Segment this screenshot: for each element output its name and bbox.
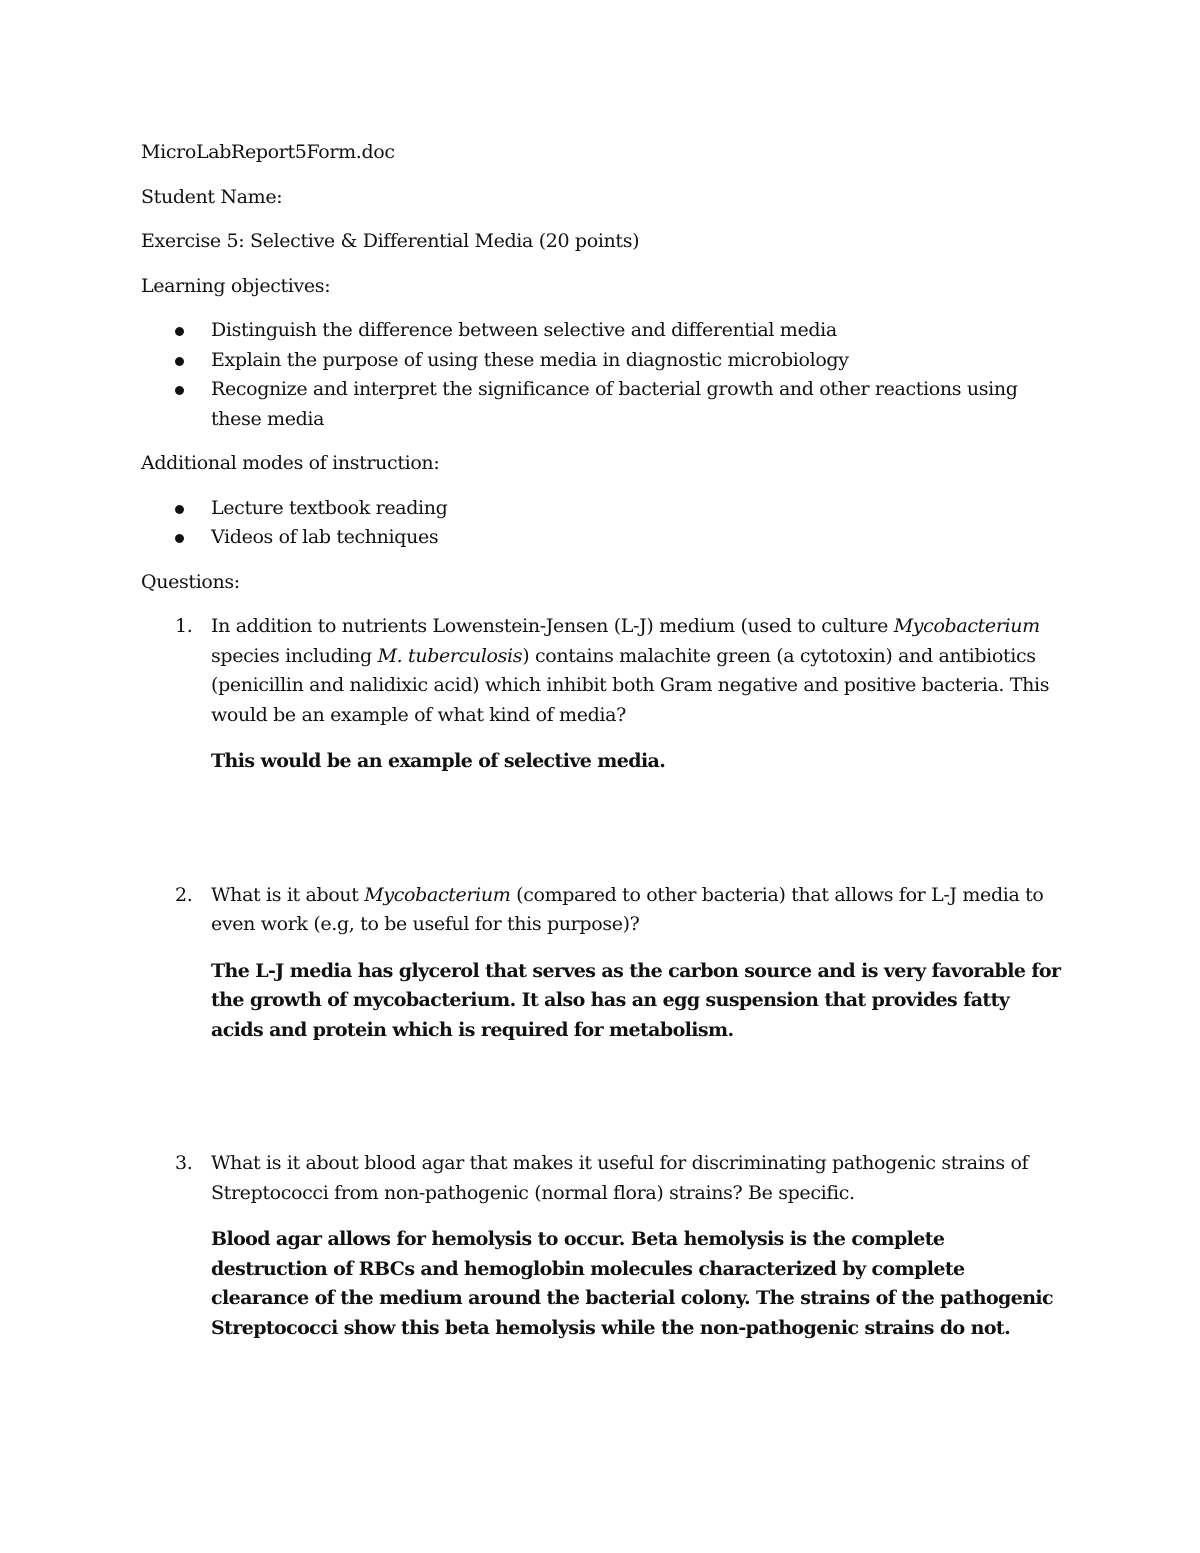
answer-text: Blood agar allows for hemolysis to occur. Beta hemolysis is the complete destruction of RBCs and hemoglobin molecules characterized by complete clearance of the medium around the bacterial colony. The strains of the pathogenic Streptococci show this beta hemolysis while the non-pathogenic strains do not. xyxy=(211,1228,1054,1339)
student-name-label: Student Name: xyxy=(141,185,283,208)
list-item xyxy=(141,346,1066,376)
answer-text: The L-J media has glycerol that serves as the carbon source and is very favorable for the growth of mycobacterium. It also has an egg suspension that provides fatty acids and protein which is required for metabolism. xyxy=(211,959,1061,1041)
list-item xyxy=(141,316,1066,346)
bullet-icon xyxy=(175,327,184,336)
list-item-text: Explain the purpose of using these media in diagnostic microbiology xyxy=(211,348,849,371)
document-body xyxy=(141,138,1066,1343)
bullet-icon xyxy=(175,505,184,514)
exercise-title: Exercise 5: Selective & Differential Media (20 points) xyxy=(141,230,640,252)
question-text-part: ) contains malachite green (a cytotoxin) and antibiotics (penicillin and nalidixic acid) which inhibit both Gram negative and positive bacteria. This would be an example of what kind of media? xyxy=(211,644,1050,726)
additional-modes-heading: Additional modes of instruction: xyxy=(141,452,440,474)
question-italic-term: Mycobacterium xyxy=(893,615,1040,637)
list-item xyxy=(141,375,1066,434)
bullet-icon xyxy=(175,357,184,366)
list-item-text: Lecture textbook reading xyxy=(211,496,448,519)
question-text: What is it about blood agar that makes it useful for discriminating pathogenic strains of Streptococci from non-pathogenic (normal flora) strains? Be specific. xyxy=(211,1152,1029,1204)
question-text xyxy=(211,612,1066,730)
question-text-part: In addition to nutrients Lowenstein-Jensen (L-J) medium (used to culture xyxy=(211,615,894,637)
question-text-part: species including xyxy=(211,644,378,667)
questions-list xyxy=(141,612,1066,1343)
list-item-text: Videos of lab techniques xyxy=(211,526,439,548)
question-text-part: What is it about xyxy=(211,883,365,906)
question-number: 2. xyxy=(175,883,193,906)
questions-heading: Questions: xyxy=(141,570,240,593)
list-item-text: Recognize and interpret the significance of bacterial growth and other reactions using these media xyxy=(211,378,1018,430)
list-item-text: Distinguish the difference between selective and differential media xyxy=(211,319,837,341)
learning-objectives-list xyxy=(141,316,1066,434)
question-italic-term: Mycobacterium xyxy=(364,883,511,906)
question-number: 3. xyxy=(175,1152,193,1174)
question-text xyxy=(211,881,1066,940)
bullet-icon xyxy=(175,386,184,395)
answer-text: This would be an example of selective media. xyxy=(211,750,666,772)
list-item xyxy=(141,494,1066,524)
question-2 xyxy=(141,881,1066,1046)
bullet-icon xyxy=(175,534,184,543)
question-3 xyxy=(141,1149,1066,1343)
learning-objectives-heading: Learning objectives: xyxy=(141,274,331,297)
question-text-part: (compared to other bacteria) that allows for L-J media to even work (e.g, to be useful for this purpose)? xyxy=(211,883,1044,935)
list-item xyxy=(141,523,1066,553)
question-1 xyxy=(141,612,1066,777)
question-number: 1. xyxy=(175,615,193,637)
question-italic-term: M. tuberculosis xyxy=(377,644,523,667)
document-filename: MicroLabReport5Form.doc xyxy=(141,141,395,163)
additional-modes-list xyxy=(141,494,1066,553)
